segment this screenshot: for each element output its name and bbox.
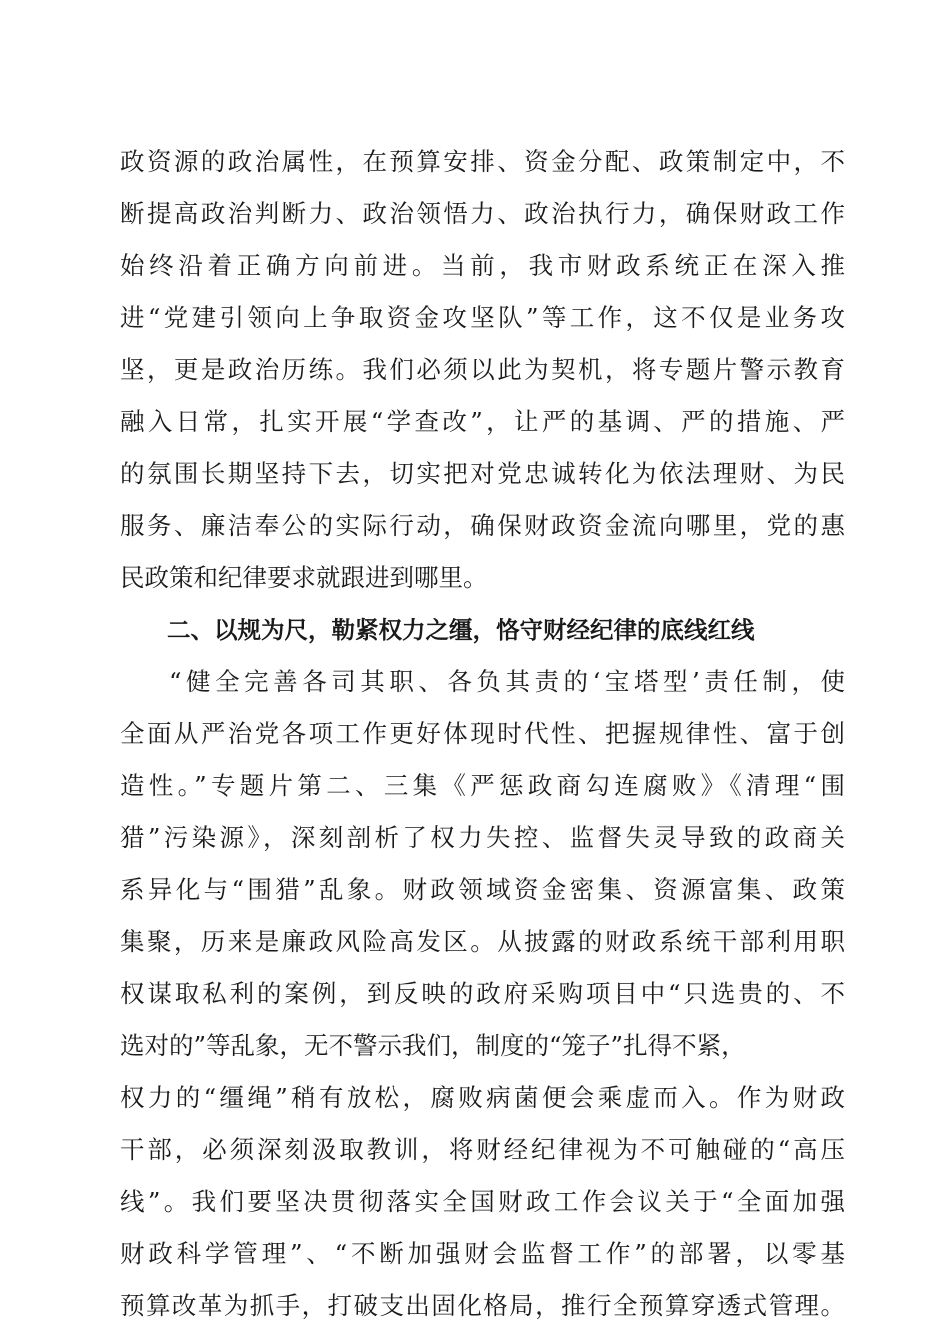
body-text-line: 融入日常，扎实开展“学查改”，让严的基调、严的措施、严 xyxy=(120,407,845,436)
body-text-line: 财政科学管理”、“不断加强财会监督工作”的部署，以零基 xyxy=(120,1239,845,1268)
body-text-line: 线”。我们要坚决贯彻落实全国财政工作会议关于“全面加强 xyxy=(120,1187,845,1216)
body-text-line: 权力的“缰绳”稍有放松，腐败病菌便会乘虚而入。作为财政 xyxy=(120,1083,845,1112)
document-page xyxy=(120,136,845,1332)
section-heading: 二、以规为尺，勒紧权力之缰，恪守财经纪律的底线红线 xyxy=(167,616,755,644)
body-text-line: 服务、廉洁奉公的实际行动，确保财政资金流向哪里，党的惠 xyxy=(120,511,845,540)
body-text-line: 坚，更是政治历练。我们必须以此为契机，将专题片警示教育 xyxy=(120,355,845,384)
body-text-line: 猎”污染源》，深刻剖析了权力失控、监督失灵导致的政商关 xyxy=(120,823,845,852)
body-text-line: 断提高政治判断力、政治领悟力、政治执行力，确保财政工作 xyxy=(120,199,845,228)
body-text-line: 的氛围长期坚持下去，切实把对党忠诚转化为依法理财、为民 xyxy=(120,459,845,488)
body-text-line: 干部，必须深刻汲取教训，将财经纪律视为不可触碰的“高压 xyxy=(120,1135,845,1164)
body-text-line: “健全完善各司其职、各负其责的‘宝塔型’责任制，使 xyxy=(169,667,845,696)
body-text-line: 选对的”等乱象，无不警示我们，制度的“笼子”扎得不紧， xyxy=(120,1031,746,1060)
body-text-line: 进“党建引领向上争取资金攻坚队”等工作，这不仅是业务攻 xyxy=(120,303,845,332)
body-text-line: 始终沿着正确方向前进。当前，我市财政系统正在深入推 xyxy=(120,251,845,280)
body-text-line: 集聚，历来是廉政风险高发区。从披露的财政系统干部利用职 xyxy=(120,927,845,956)
body-text-line: 系异化与“围猎”乱象。财政领域资金密集、资源富集、政策 xyxy=(120,875,845,904)
body-text-line: 政资源的政治属性，在预算安排、资金分配、政策制定中，不 xyxy=(120,147,845,176)
body-text-line: 民政策和纪律要求就跟进到哪里。 xyxy=(120,563,488,592)
body-text-line: 预算改革为抓手，打破支出固化格局，推行全预算穿透式管理。 xyxy=(120,1291,845,1320)
body-text-line: 权谋取私利的案例，到反映的政府采购项目中“只选贵的、不 xyxy=(120,979,845,1008)
body-text-line: 造性。”专题片第二、三集《严惩政商勾连腐败》《清理“围 xyxy=(120,771,845,800)
body-text-line: 全面从严治党各项工作更好体现时代性、把握规律性、富于创 xyxy=(120,719,845,748)
